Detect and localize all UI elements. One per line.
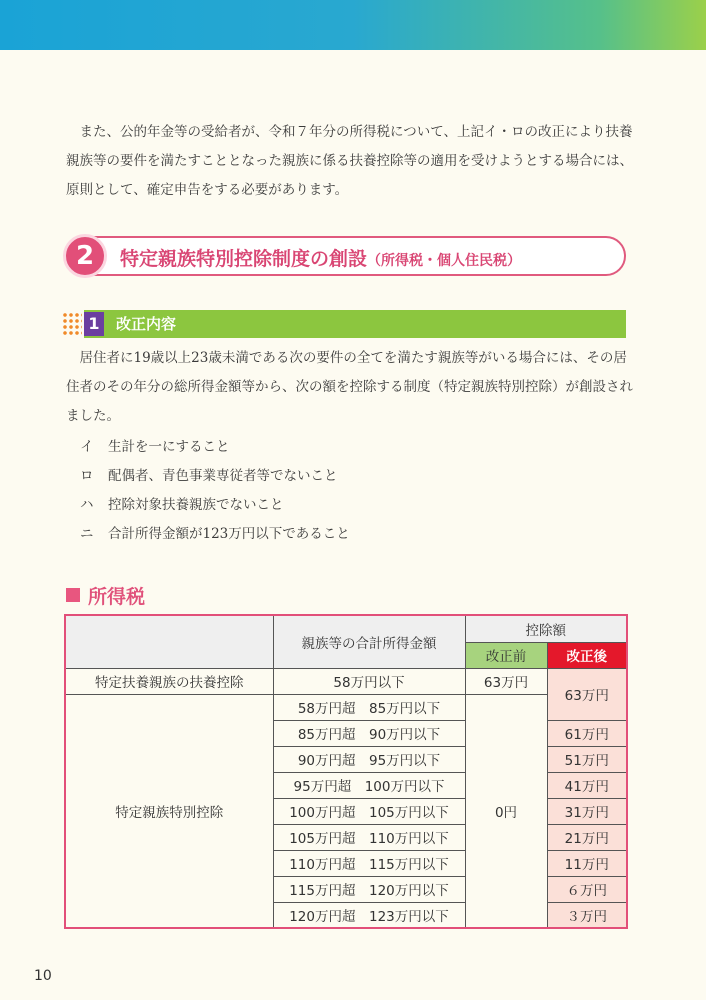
income-tax-heading-text: 所得税 xyxy=(88,586,146,608)
intro-paragraph: また、公的年金等の受給者が、令和７年分の所得税について、上記イ・ロの改正により扶養親族等の要件を満たすこととなった親族に係る扶養控除等の適用を受けようとする場合には、原則として、確定申告をする必要があります。 xyxy=(66,124,633,198)
requirement-mark: イ xyxy=(80,439,94,455)
after-cell: ６万円 xyxy=(547,876,627,902)
requirement-item xyxy=(80,466,338,486)
section-subtitle: （所得税・個人住民税） xyxy=(367,253,522,269)
dots-decoration xyxy=(62,312,82,336)
header-band xyxy=(0,0,706,50)
table-header-deduction: 控除額 xyxy=(465,615,627,642)
requirement-item xyxy=(80,524,350,544)
requirement-text: 配偶者、青色事業専従者等でないこと xyxy=(108,468,338,484)
requirement-mark: ロ xyxy=(80,468,94,484)
requirement-text: 控除対象扶養親族でないこと xyxy=(108,497,284,513)
after-cell: 11万円 xyxy=(547,850,627,876)
requirement-item xyxy=(80,495,284,515)
deduction-table xyxy=(64,614,628,929)
page-number: 10 xyxy=(34,968,52,984)
income-cell: 85万円超 90万円以下 xyxy=(273,720,465,746)
income-tax-heading xyxy=(66,582,145,609)
section-number: 2 xyxy=(63,234,107,278)
after-cell: 21万円 xyxy=(547,824,627,850)
income-cell: 110万円超 115万円以下 xyxy=(273,850,465,876)
income-cell: 100万円超 105万円以下 xyxy=(273,798,465,824)
requirement-text: 合計所得金額が123万円以下であること xyxy=(108,526,350,542)
section-title xyxy=(120,244,521,271)
square-bullet-icon xyxy=(66,588,80,602)
after-cell: 41万円 xyxy=(547,772,627,798)
row-label-specified-dependent: 特定扶養親族の扶養控除 xyxy=(65,668,273,694)
income-cell: 120万円超 123万円以下 xyxy=(273,902,465,928)
after-cell: 63万円 xyxy=(547,668,627,720)
income-cell: 105万円超 110万円以下 xyxy=(273,824,465,850)
subsection-number: 1 xyxy=(84,312,104,336)
requirement-mark: ハ xyxy=(80,497,94,513)
before-cell-zero: 0円 xyxy=(465,694,547,928)
requirement-mark: ニ xyxy=(80,526,94,542)
after-cell: 61万円 xyxy=(547,720,627,746)
row-label-special-deduction: 特定親族特別控除 xyxy=(65,694,273,928)
requirement-item xyxy=(80,437,230,457)
body-paragraph: 居住者に19歳以上23歳未満である次の要件の全てを満たす親族等がいる場合には、その居住者のその年分の総所得金額等から、次の額を控除する制度（特定親族特別控除）が創設されました。 xyxy=(66,350,633,424)
table-header-blank xyxy=(65,615,273,668)
income-cell: 95万円超 100万円以下 xyxy=(273,772,465,798)
income-cell: 115万円超 120万円以下 xyxy=(273,876,465,902)
income-cell: 58万円以下 xyxy=(273,668,465,694)
requirement-text: 生計を一にすること xyxy=(108,439,230,455)
before-cell: 63万円 xyxy=(465,668,547,694)
income-cell: 90万円超 95万円以下 xyxy=(273,746,465,772)
table-header-after: 改正後 xyxy=(547,642,627,668)
after-cell: 31万円 xyxy=(547,798,627,824)
section-header xyxy=(64,236,626,276)
after-cell: ３万円 xyxy=(547,902,627,928)
section-title-main: 特定親族特別控除制度の創設 xyxy=(120,248,368,270)
subsection-title: 改正内容 xyxy=(116,315,177,333)
table-header-before: 改正前 xyxy=(465,642,547,668)
table-header-income: 親族等の合計所得金額 xyxy=(273,615,465,668)
income-cell: 58万円超 85万円以下 xyxy=(273,694,465,720)
after-cell: 51万円 xyxy=(547,746,627,772)
